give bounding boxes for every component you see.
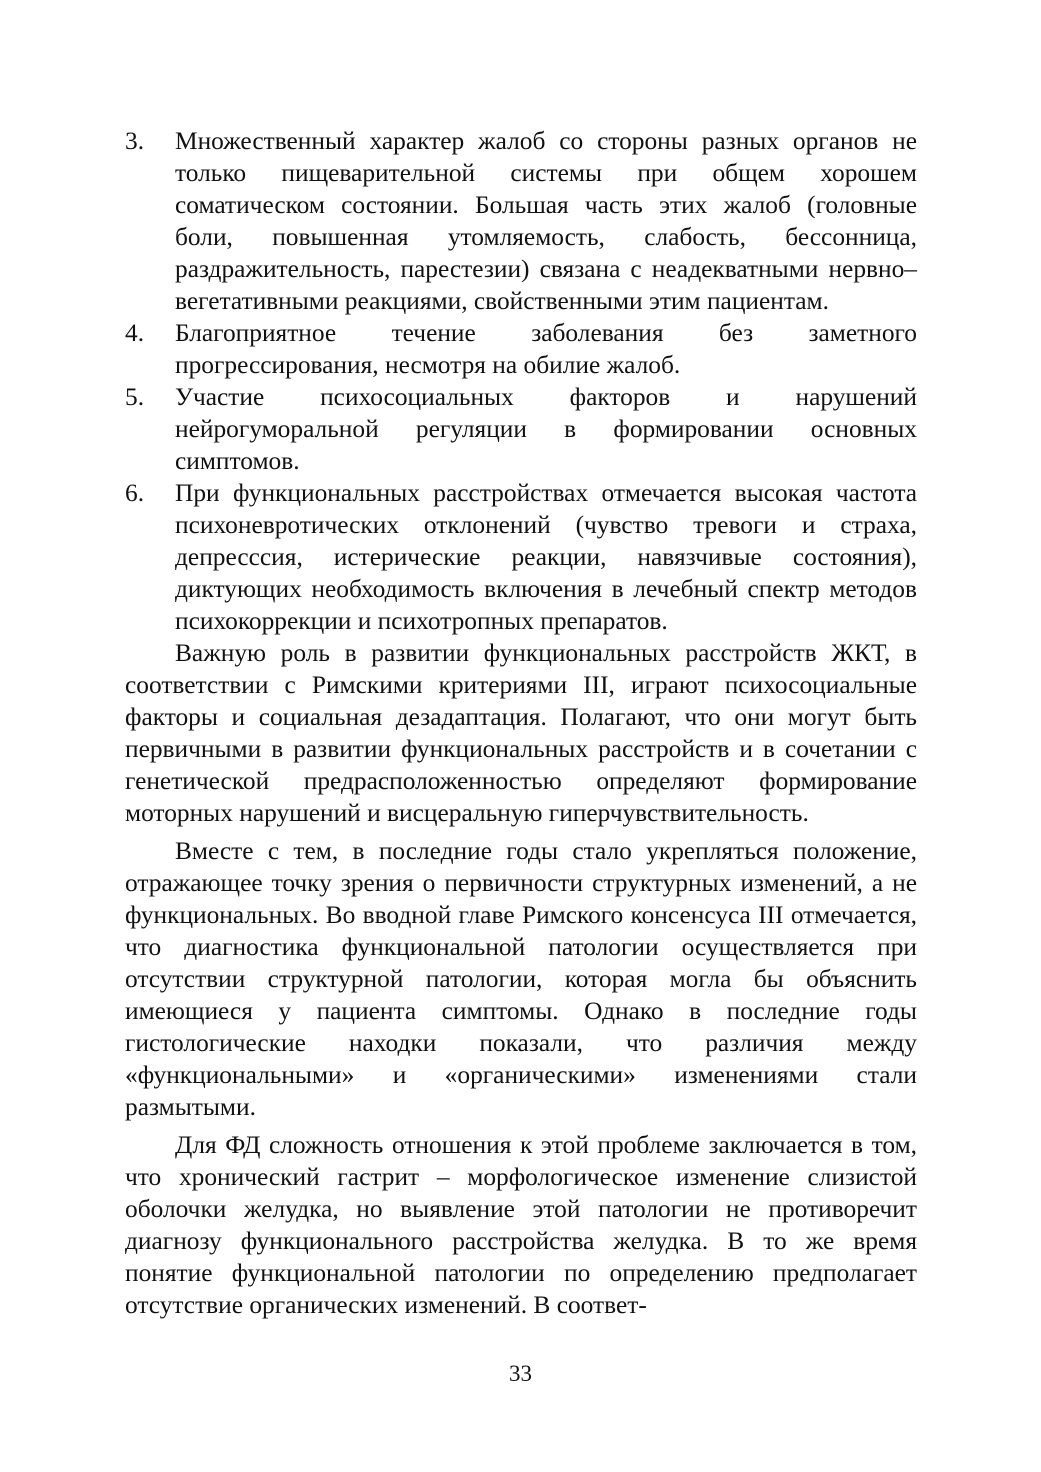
list-item-5 xyxy=(125,381,917,477)
list-number: 6. xyxy=(125,479,145,507)
list-item-text: Множественный характер жалоб со стороны разных органов не только пищеварительной системы при общем хорошем соматическом состоянии. Большая часть этих жалоб (головные боли, повышенная утомляемость, слабость, бессонница, раздражительность, парестезии) связана с неадекватными нервно–вегетативными реакциями, свойственными этим пациентам. xyxy=(175,127,917,315)
paragraph-functional-dyspepsia: Для ФД сложность отношения к этой проблеме заключается в том, что хронический гастрит – морфологическое изменение слизистой оболочки желудка, но выявление этой патологии не противоречит диагнозу функционального расстройства желудка. В то же время понятие функциональной патологии по определению предполагает отсутствие органических изменений. В соответ- xyxy=(125,1131,917,1319)
list-item-3 xyxy=(125,125,917,317)
page-body xyxy=(125,125,917,1321)
list-item-text: При функциональных расстройствах отмечается высокая частота психоневротических отклонений (чувство тревоги и страха, депресссия, истерические реакции, навязчивые состояния), диктующих необходимость включения в лечебный спектр методов психокоррекции и психотропных препаратов. xyxy=(175,479,917,635)
list-item-text: Благоприятное течение заболевания без заметного прогрессирования, несмотря на обилие жалоб. xyxy=(175,319,917,379)
list-item-6 xyxy=(125,477,917,637)
list-number: 4. xyxy=(125,319,145,347)
list-item-4 xyxy=(125,317,917,381)
list-number: 3. xyxy=(125,127,145,155)
page-number: 33 xyxy=(509,1361,532,1386)
list-number: 5. xyxy=(125,383,145,411)
list-item-text: Участие психосоциальных факторов и нарушений нейрогуморальной регуляции в формировании основных симптомов. xyxy=(175,383,917,475)
paragraph-psychosocial-factors: Важную роль в развитии функциональных расстройств ЖКТ, в соответствии с Римскими критериями III, играют психосоциальные факторы и социальная дезадаптация. Полагают, что они могут быть первичными в развитии функциональных расстройств и в сочетании с генетической предрасположенностью определяют формирование моторных нарушений и висцеральную гиперчувствительность. xyxy=(125,639,917,827)
paragraph-structural-changes: Вместе с тем, в последние годы стало укрепляться положение, отражающее точку зрения о первичности структурных изменений, а не функциональных. Во вводной главе Римского консенсуса III отмечается, что диагностика функциональной патологии осуществляется при отсутствии структурной патологии, которая могла бы объяснить имеющиеся у пациента симптомы. Однако в последние годы гистологические находки показали, что различия между «функциональными» и «органическими» изменениями стали размытыми. xyxy=(125,837,917,1121)
